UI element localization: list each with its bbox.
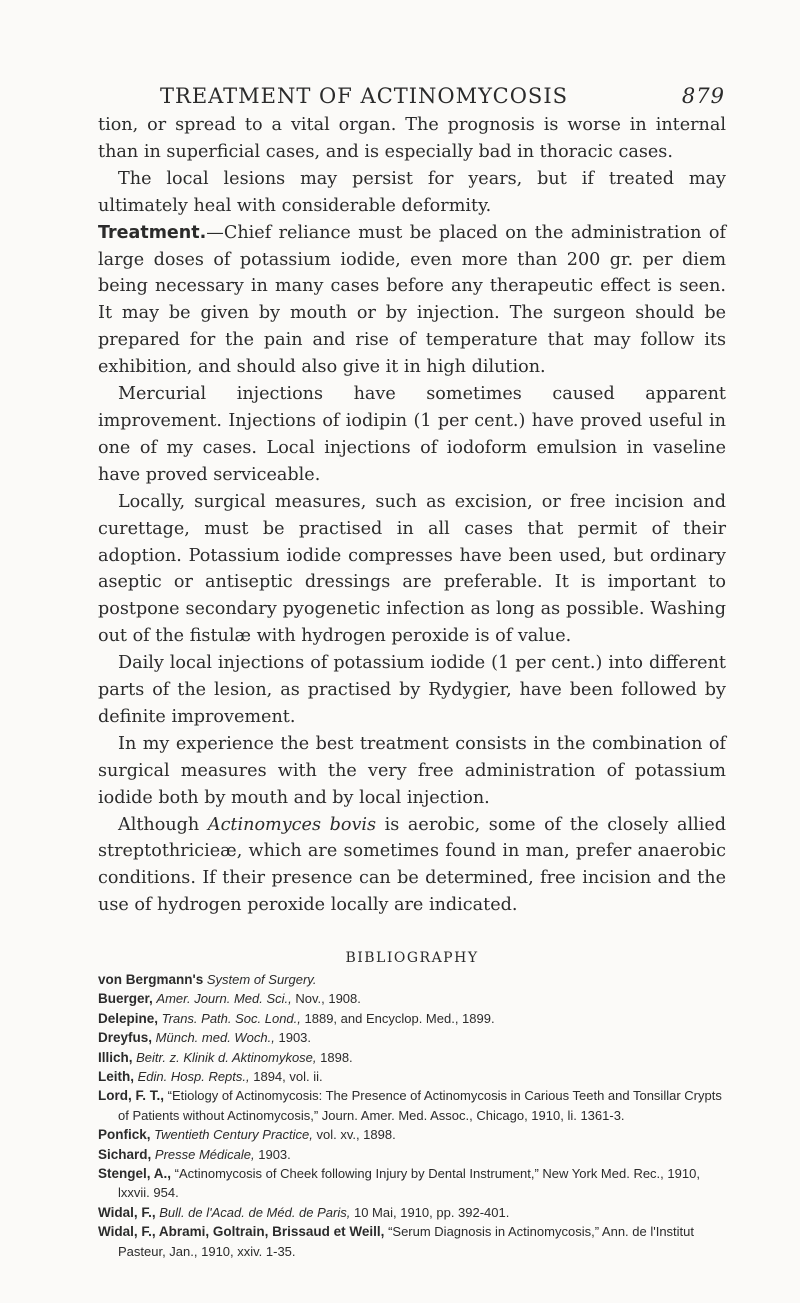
- entry-source: Beitr. z. Klinik d. Aktinomykose,: [136, 1049, 317, 1065]
- bibliography-entry: [98, 1145, 726, 1164]
- aerobic-text-a: Although: [118, 814, 208, 835]
- aerobic-text-b: is aerobic, some of the closely allied streptothricieæ, which are sometimes found in man, prefer anaerobic conditions. If their presence can be determined, free incision and the use of hydrogen peroxide locally are indicated.: [98, 814, 727, 916]
- entry-source: Edin. Hosp. Repts.,: [137, 1069, 250, 1085]
- entry-author: Delepine,: [98, 1010, 159, 1026]
- entry-source: Amer. Journ. Med. Sci.,: [156, 991, 292, 1007]
- entry-author: Sichard,: [98, 1146, 152, 1162]
- bibliography-entry: [98, 1048, 726, 1067]
- entry-author: Dreyfus,: [98, 1030, 153, 1046]
- entry-author: von Bergmann's: [98, 972, 204, 987]
- treatment-heading: Treatment.: [98, 222, 207, 243]
- entry-details: “Actinomycosis of Cheek following Injury by Dental Instrument,” New York Med. Rec., 1910, lxxvii. 954.: [118, 1166, 700, 1201]
- bibliography-entry: [98, 970, 726, 989]
- entry-author: Buerger,: [98, 991, 153, 1007]
- paragraph-daily-injections: Daily local injections of potassium iodide (1 per cent.) into different parts of the lesion, as practised by Rydygier, have been followed by definite improvement.: [98, 653, 726, 727]
- paragraph-continuation: tion, or spread to a vital organ. The prognosis is worse in internal than in superficial cases, and is especially bad in thoracic cases.: [98, 115, 726, 162]
- bibliography-entry: [98, 1222, 726, 1261]
- paragraph-mercurial: Mercurial injections have sometimes caused apparent improvement. Injections of iodipin (1 per cent.) have proved useful in one of my cases. Local injections of iodoform emulsion in vaseline have proved serviceable.: [98, 384, 726, 485]
- paragraph-aerobic: [98, 812, 726, 920]
- bibliography-list: [98, 970, 726, 1261]
- page-number: 879: [681, 84, 725, 108]
- bibliography-heading: BIBLIOGRAPHY: [345, 950, 479, 966]
- entry-author: Ponfick,: [98, 1127, 151, 1143]
- entry-author: Stengel, A.,: [98, 1166, 172, 1182]
- entry-author: Widal, F.,: [98, 1204, 156, 1220]
- entry-author: Illich,: [98, 1049, 133, 1065]
- entry-details: 1903.: [254, 1146, 291, 1162]
- bibliography-entry: [98, 1203, 726, 1222]
- bibliography-entry: [98, 1086, 726, 1125]
- species-name: Actinomyces bovis: [207, 814, 377, 835]
- paragraph-treatment: [98, 220, 726, 381]
- bibliography-entry: [98, 1028, 726, 1047]
- entry-author: Widal, F., Abrami, Goltrain, Brissaud et Weill,: [98, 1224, 385, 1240]
- treatment-text: —Chief reliance must be placed on the administration of large doses of potassium iodide, even more than 200 gr. per diem being necessary in many cases before any therapeutic effect is seen. It may be given by mouth or by injection. The surgeon should be prepared for the pain and rise of temperature that may follow its exhibition, and should also give it in high dilution.: [98, 222, 726, 378]
- bibliography-entry: [98, 1067, 726, 1086]
- chapter-title: TREATMENT OF ACTINOMYCOSIS: [160, 84, 568, 108]
- entry-details: 1889, and Encyclop. Med., 1899.: [300, 1010, 495, 1026]
- entry-source: Twentieth Century Practice,: [154, 1127, 313, 1143]
- entry-author: Lord, F. T.,: [98, 1088, 164, 1104]
- entry-details: vol. xv., 1898.: [312, 1127, 396, 1143]
- bibliography-entry: [98, 1164, 726, 1203]
- entry-details: 1903.: [274, 1030, 312, 1046]
- entry-details: 1894, vol. ii.: [249, 1069, 323, 1085]
- bibliography-entry: [98, 1009, 726, 1028]
- bibliography-entry: [98, 1125, 726, 1144]
- entry-author: Leith,: [98, 1069, 134, 1085]
- entry-source: Münch. med. Woch.,: [155, 1030, 275, 1046]
- entry-source: Bull. de l'Acad. de Méd. de Paris,: [159, 1204, 351, 1220]
- entry-details: “Serum Diagnosis in Actinomycosis,” Ann. de l'Institut Pasteur, Jan., 1910, xxiv. 1-35.: [118, 1224, 695, 1259]
- paragraph-locally: Locally, surgical measures, such as excision, or free incision and curettage, must be practised in all cases that permit of their adoption. Potassium iodide compresses have been used, but ordinary aseptic or antiseptic dressings are preferable. It is important to postpone secondary pyogenetic infection as long as possible. Washing out of the fistulæ with hydrogen peroxide is of value.: [98, 491, 726, 647]
- entry-source: Trans. Path. Soc. Lond.,: [161, 1010, 301, 1026]
- bibliography-entry: [98, 989, 726, 1008]
- entry-details: 1898.: [316, 1049, 353, 1065]
- entry-details: “Etiology of Actinomycosis: The Presence of Actinomycosis in Carious Teeth and Tonsillar Crypts of Patients without Actinomycosis,” Journ. Amer. Med. Assoc., Chicago, 1910, li. 1361-3.: [118, 1088, 722, 1123]
- entry-source: Presse Médicale,: [154, 1146, 255, 1162]
- entry-details: 10 Mai, 1910, pp. 392-401.: [350, 1204, 510, 1220]
- entry-details: Nov., 1908.: [291, 991, 361, 1007]
- entry-source: System of Surgery.: [206, 972, 317, 987]
- paragraph-local-lesions: The local lesions may persist for years, but if treated may ultimately heal with considerable deformity.: [98, 168, 726, 216]
- paragraph-experience: In my experience the best treatment consists in the combination of surgical measures with the very free administration of potassium iodide both by mouth and by local injection.: [98, 733, 726, 808]
- body-text: [98, 112, 726, 919]
